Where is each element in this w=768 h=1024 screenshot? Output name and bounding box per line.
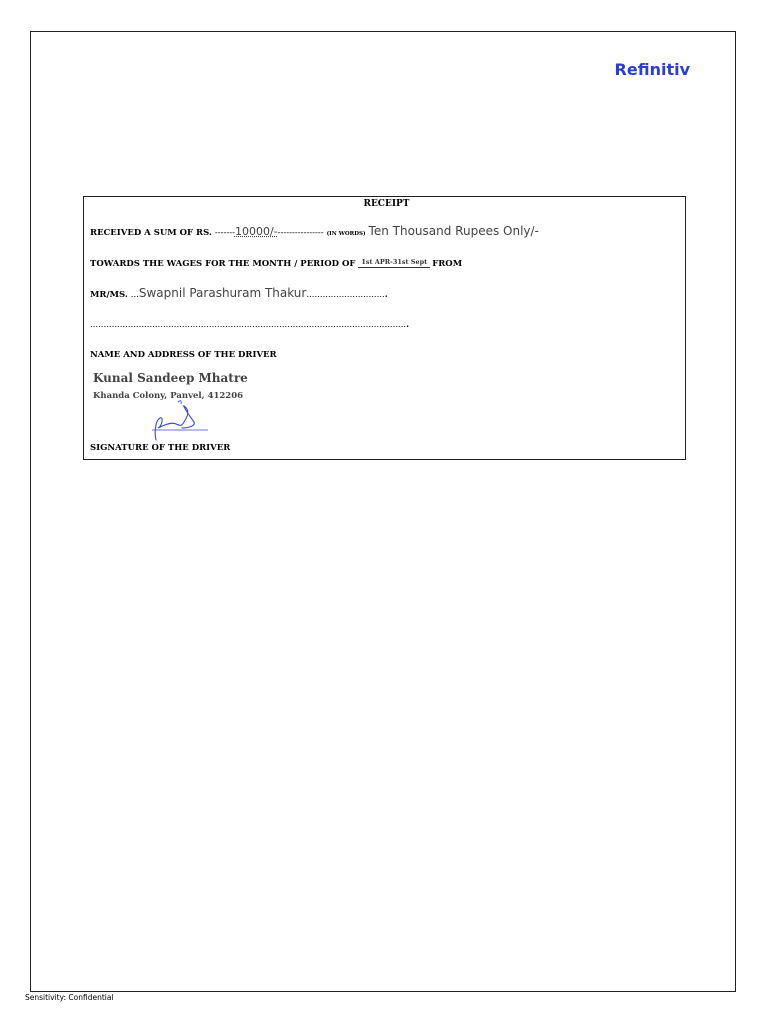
dot-leader: ---------------- xyxy=(277,228,324,238)
dot-leader: ... xyxy=(130,290,139,300)
wages-period-line xyxy=(90,258,462,269)
driver-address: Khanda Colony, Panvel, 412206 xyxy=(93,391,244,401)
received-sum-line xyxy=(90,224,539,238)
driver-name: Kunal Sandeep Mhatre xyxy=(93,371,248,385)
brand-logo-text: Refinitiv xyxy=(614,60,690,79)
page-border xyxy=(30,31,736,992)
from-label: FROM xyxy=(432,259,463,269)
receipt-title: RECEIPT xyxy=(363,199,410,209)
blank-dotted-line: ...................................................................................................................... xyxy=(90,320,410,330)
signature-label: SIGNATURE OF THE DRIVER xyxy=(90,443,231,453)
period-value: 1st APR-31st Sept xyxy=(358,258,430,268)
in-words-label: (IN WORDS) xyxy=(326,231,366,237)
amount-value: 10000/- xyxy=(234,225,278,238)
dot-leader: ..................................................................................................................... xyxy=(90,320,407,330)
driver-section-label: NAME AND ADDRESS OF THE DRIVER xyxy=(90,350,277,360)
dot-leader: ............................. xyxy=(306,290,385,300)
recipient-name: Swapnil Parashuram Thakur xyxy=(138,286,307,300)
dot-leader: ------- xyxy=(214,228,235,238)
amount-in-words: Ten Thousand Rupees Only/- xyxy=(368,224,539,238)
wages-period-label: TOWARDS THE WAGES FOR THE MONTH / PERIOD OF xyxy=(90,259,356,269)
sensitivity-footer: Sensitivity: Confidential xyxy=(25,993,114,1002)
received-sum-label: RECEIVED A SUM OF RS. xyxy=(90,228,212,238)
recipient-label: MR/MS. xyxy=(90,290,128,300)
recipient-line: MR/MS. ...Swapnil Parashuram Thakur.............................. xyxy=(90,286,388,300)
driver-signature-icon xyxy=(148,396,212,444)
